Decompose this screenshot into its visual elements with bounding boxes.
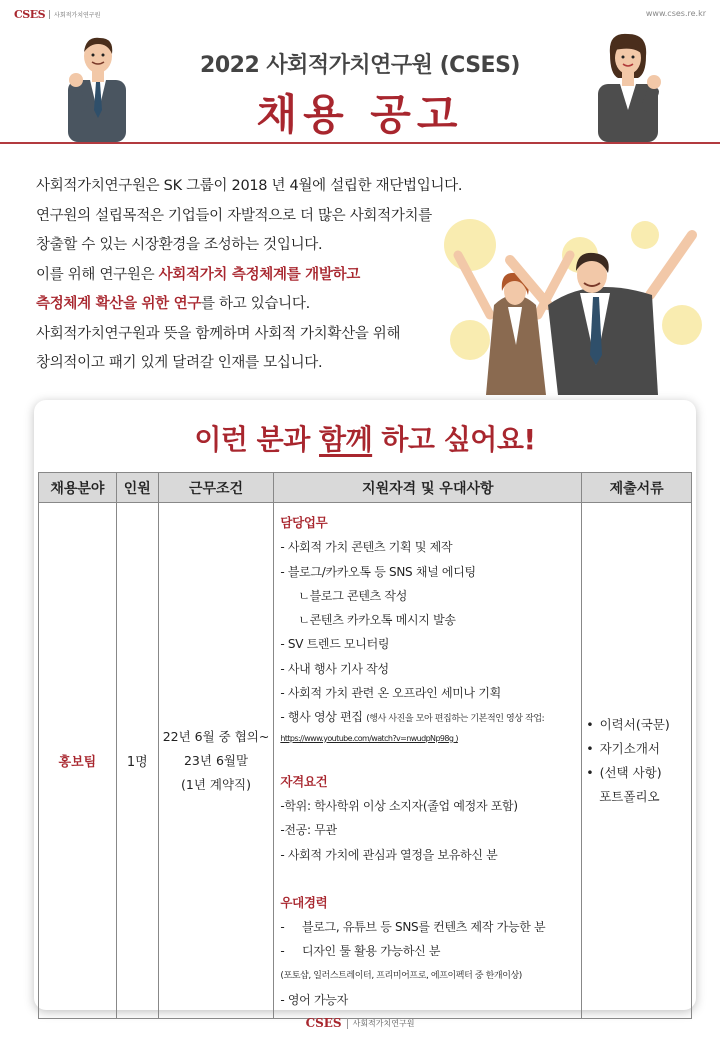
documents-cell <box>582 503 692 1019</box>
preference-note: (포토샵, 일러스트레이터, 프리미어프로, 에프이펙터 중 한개이상) <box>280 970 522 981</box>
document-item: 포트폴리오 <box>599 788 660 804</box>
document-item: • 자기소개서 <box>586 737 691 761</box>
table-row <box>39 503 692 1019</box>
qualification-item: - 사회적 가치에 관심과 열정을 보유하신 분 <box>280 847 498 862</box>
intro-text: 를 하고 있습니다. <box>201 296 310 312</box>
cses-logo <box>14 8 100 21</box>
duty-item: - 블로그/카카오톡 등 SNS 채널 에디팅 <box>280 564 476 579</box>
page-title: 채용 공고 <box>256 90 464 139</box>
intro-line: 창의적이고 패기 있게 달려갈 인재를 모십니다. <box>36 355 323 371</box>
intro-line: 사회적가치연구원과 뜻을 함께하며 사회적 가치확산을 위해 <box>36 325 401 342</box>
preference-item: - 디자인 툴 활용 가능하신 분 <box>280 944 441 959</box>
count-cell: 1명 <box>116 503 158 1019</box>
duties-heading: 담당업무 <box>280 515 328 530</box>
page-subtitle: 2022 사회적가치연구원 (CSES) <box>200 53 520 78</box>
header-count: 인원 <box>116 473 158 503</box>
card-title-underlined: 함께 <box>319 423 373 456</box>
top-bar <box>0 0 720 26</box>
celebrating-people-illustration <box>430 215 710 395</box>
logo-org-name: 사회적가치연구원 <box>49 10 100 19</box>
header-requirements: 지원자격 및 우대사항 <box>274 473 582 503</box>
intro-line: 연구원의 설립목적은 기업들이 자발적으로 더 많은 사회적가치를 <box>36 207 432 224</box>
table-header-row <box>39 473 692 503</box>
card-title-text: 하고 싶어요! <box>372 423 536 456</box>
job-table <box>38 472 692 1019</box>
preferences-heading: 우대경력 <box>280 894 328 910</box>
condition-line: 23년 6월말 <box>183 752 249 768</box>
duty-item: - 사회적 가치 콘텐츠 기획 및 제작 <box>280 540 453 555</box>
website-url: www.cses.re.kr <box>645 9 706 18</box>
footer-logo-mark: CSES <box>305 1016 342 1030</box>
header-field: 채용분야 <box>39 473 117 503</box>
preference-item: - 영어 가능자 <box>280 993 348 1008</box>
conditions-cell <box>158 503 274 1019</box>
duty-text: - 행사 영상 편집 <box>280 710 363 725</box>
condition-line: 22년 6월 중 협의~ <box>162 728 270 744</box>
youtube-link[interactable]: https://www.youtube.com/watch?v=nwudpNp98g ) <box>280 733 458 743</box>
preference-item: - 블로그, 유튜브 등 SNS를 컨텐츠 제작 가능한 분 <box>280 920 546 935</box>
field-cell: 홍보팀 <box>39 503 117 1019</box>
duty-item: - 사내 행사 기사 작성 <box>280 661 389 676</box>
intro-text: 이를 위해 연구원은 <box>36 266 159 283</box>
intro-highlight: 사회적가치 측정체계를 개발하고 <box>158 266 360 283</box>
documents-list <box>582 713 691 809</box>
job-posting-card <box>34 400 696 1010</box>
header-conditions: 근무조건 <box>158 473 274 503</box>
intro-highlight: 측정체계 확산을 위한 연구 <box>36 296 202 312</box>
logo-mark: CSES <box>14 8 46 21</box>
header-documents: 제출서류 <box>582 473 692 503</box>
requirements-cell <box>274 503 582 1019</box>
qualifications-heading: 자격요건 <box>280 773 328 789</box>
page-header <box>0 26 720 144</box>
duty-subitem: ㄴ블로그 콘텐츠 작성 <box>298 588 408 603</box>
qualification-item: -전공: 무관 <box>280 823 337 838</box>
duty-note: (행사 사진을 모아 편집하는 기본적인 영상 작업: <box>366 714 545 725</box>
card-title-text: 이런 분과 <box>194 423 320 456</box>
document-item: • 이력서(국문) <box>586 713 691 737</box>
intro-line: 창출할 수 있는 시장환경을 조성하는 것입니다. <box>36 237 323 253</box>
footer-logo <box>0 1016 720 1030</box>
duty-subitem: ㄴ콘텐츠 카카오톡 메시지 발송 <box>298 613 456 628</box>
footer-org-name: 사회적가치연구원 <box>347 1018 415 1029</box>
card-title <box>34 418 696 458</box>
duty-item: - 사회적 가치 관련 온 오프라인 세미나 기획 <box>280 686 501 701</box>
condition-line: (1년 계약직) <box>181 776 251 792</box>
duty-item: - SV 트렌드 모니터링 <box>280 637 390 652</box>
duty-item <box>280 705 575 731</box>
intro-line: 사회적가치연구원은 SK 그룹이 2018 년 4월에 설립한 재단법입니다. <box>36 178 463 194</box>
document-item: • (선택 사항) <box>586 761 691 785</box>
qualification-item: -학위: 학사학위 이상 소지자(졸업 예정자 포함) <box>280 798 518 813</box>
